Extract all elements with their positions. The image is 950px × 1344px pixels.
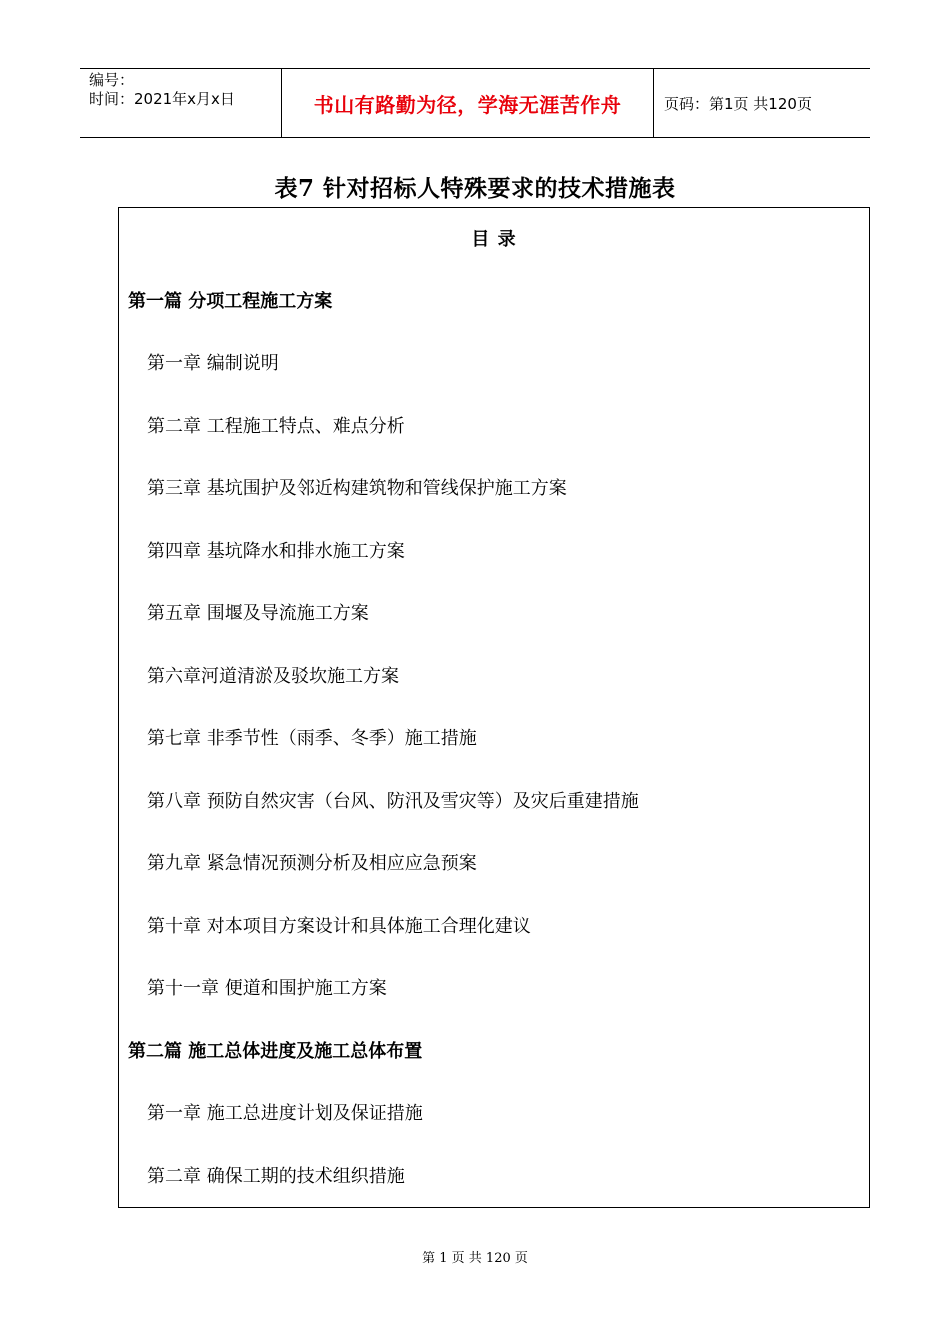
toc-chapter: 第五章 围堰及导流施工方案 [147,603,369,624]
toc-chapter: 第二章 确保工期的技术组织措施 [147,1166,405,1187]
toc-part-2: 第二篇 施工总体进度及施工总体布置 [128,1041,423,1062]
toc-chapter: 第四章 基坑降水和排水施工方案 [147,541,405,562]
header-motto: 书山有路勤为径，学海无涯苦作舟 [281,69,654,137]
page-header [80,68,870,138]
toc-chapter: 第十一章 便道和围护施工方案 [147,978,387,999]
toc-chapter: 第九章 紧急情况预测分析及相应应急预案 [147,853,477,874]
toc-chapter: 第一章 编制说明 [147,353,279,374]
header-meta [80,69,281,137]
toc-chapter: 第六章河道清淤及驳坎施工方案 [147,666,399,687]
toc-part-1: 第一篇 分项工程施工方案 [128,291,333,312]
page-footer: 第 1 页 共 120 页 [422,1251,528,1266]
toc-chapter: 第三章 基坑围护及邻近构建筑物和管线保护施工方案 [147,478,567,499]
toc-chapter: 第一章 施工总进度计划及保证措施 [147,1103,423,1124]
date-line: 时间：2021年x月x日 [89,90,235,108]
table-of-contents [118,207,870,1208]
toc-chapter: 第十章 对本项目方案设计和具体施工合理化建议 [147,916,531,937]
header-page-info: 页码：第1页 共120页 [664,94,812,113]
toc-chapter: 第二章 工程施工特点、难点分析 [147,416,405,437]
serial-label: 编号： [89,71,135,89]
toc-heading: 目 录 [471,229,517,250]
toc-chapter: 第七章 非季节性（雨季、冬季）施工措施 [147,728,477,749]
document-title: 表7 针对招标人特殊要求的技术措施表 [274,175,676,202]
toc-chapter: 第八章 预防自然灾害（台风、防汛及雪灾等）及灾后重建措施 [147,791,639,812]
